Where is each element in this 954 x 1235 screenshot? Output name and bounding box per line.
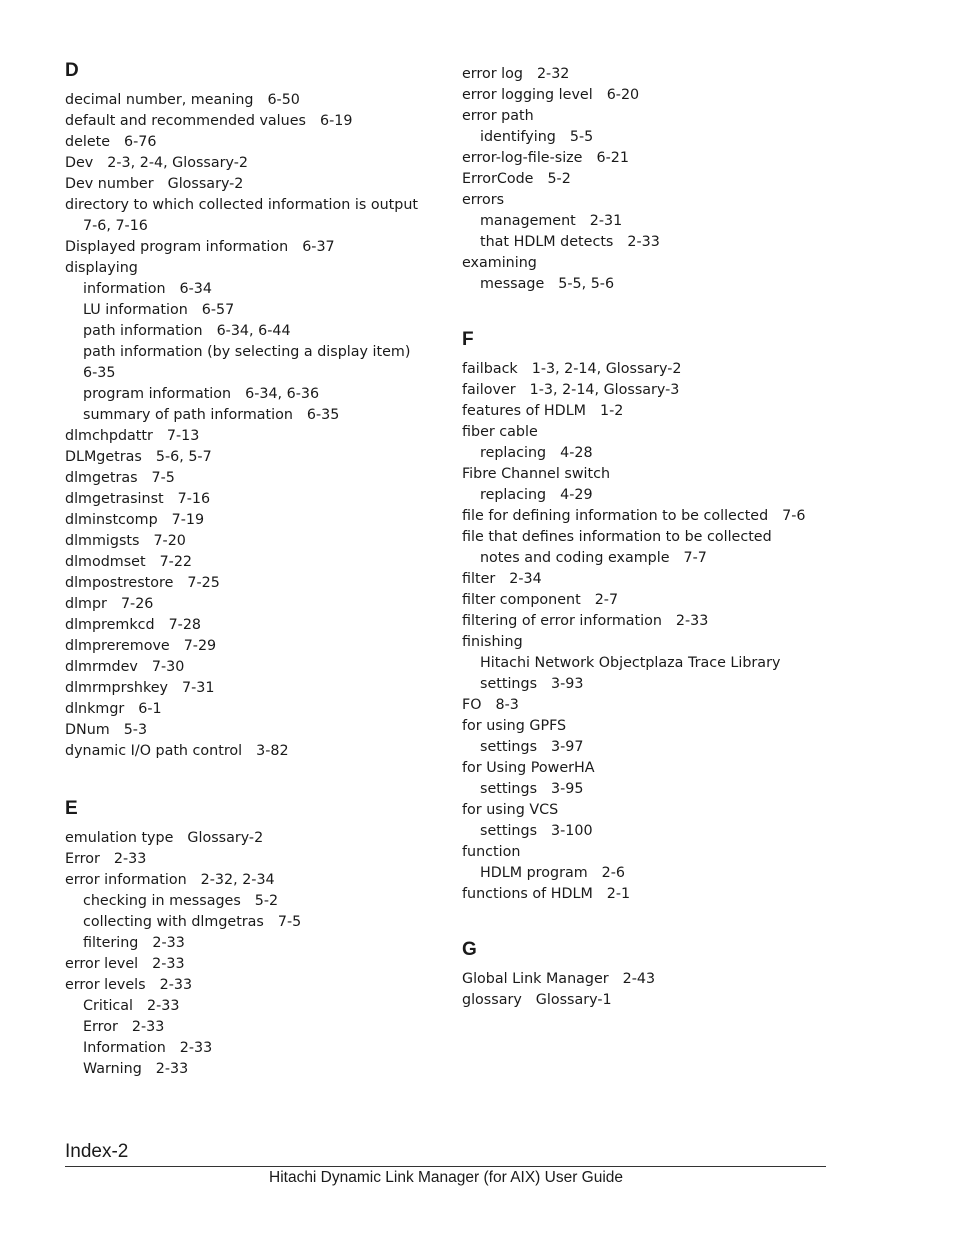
index-page-ref[interactable]: 6-35 bbox=[83, 365, 116, 381]
index-entry bbox=[65, 594, 435, 615]
index-term: error levels bbox=[65, 977, 146, 993]
footer-page-number: Index-2 bbox=[65, 1141, 129, 1162]
index-entry bbox=[65, 90, 435, 111]
index-term: filter component bbox=[462, 592, 581, 608]
index-entry bbox=[65, 237, 435, 258]
index-subentry bbox=[462, 232, 842, 253]
index-term: error logging level bbox=[462, 87, 593, 103]
index-page-ref[interactable]: 7-6, 7-16 bbox=[83, 218, 148, 234]
index-entry bbox=[462, 169, 842, 190]
index-entry bbox=[462, 85, 842, 106]
index-subentry bbox=[65, 933, 435, 954]
index-page-ref[interactable]: 6-37 bbox=[302, 239, 335, 255]
index-entry bbox=[65, 699, 435, 720]
index-entry bbox=[65, 531, 435, 552]
index-term: information bbox=[83, 281, 166, 297]
index-page-ref[interactable]: 7-28 bbox=[168, 617, 202, 633]
index-term: for using VCS bbox=[462, 802, 559, 818]
index-page-ref[interactable]: 6-1 bbox=[138, 701, 162, 717]
footer-divider bbox=[65, 1166, 826, 1167]
index-page-ref[interactable]: 3-100 bbox=[551, 823, 593, 839]
index-term: settings bbox=[480, 823, 538, 839]
index-subentry bbox=[65, 1059, 435, 1080]
index-entry bbox=[65, 153, 435, 174]
index-page-ref[interactable]: 2-32 bbox=[536, 66, 570, 82]
index-column-left bbox=[65, 56, 435, 1080]
index-entry bbox=[65, 615, 435, 636]
index-term: functions of HDLM bbox=[462, 886, 593, 902]
index-page-ref[interactable]: 2-33 bbox=[113, 851, 147, 867]
index-subentry bbox=[65, 1017, 435, 1038]
index-term: Global Link Manager bbox=[462, 971, 609, 987]
index-entry bbox=[462, 884, 842, 905]
index-page-ref[interactable]: 7-19 bbox=[171, 512, 205, 528]
index-subentry bbox=[462, 821, 842, 842]
index-page-ref[interactable]: 1-2 bbox=[600, 403, 624, 419]
index-page-ref[interactable]: 7-5 bbox=[277, 914, 302, 930]
index-subentry bbox=[462, 737, 842, 758]
index-entry bbox=[462, 106, 842, 127]
index-entry bbox=[462, 148, 842, 169]
index-entry bbox=[65, 195, 435, 216]
index-page-ref[interactable]: 7-31 bbox=[182, 680, 215, 696]
index-term: failback bbox=[462, 361, 518, 377]
index-subentry bbox=[462, 674, 842, 695]
index-term: Displayed program information bbox=[65, 239, 289, 255]
index-entry bbox=[462, 527, 842, 548]
index-entry bbox=[65, 111, 435, 132]
index-page-ref[interactable]: 2-33 bbox=[152, 935, 185, 951]
index-page-ref[interactable]: 3-97 bbox=[551, 739, 584, 755]
index-entry bbox=[462, 695, 842, 716]
index-page-ref[interactable]: 7-29 bbox=[183, 638, 217, 654]
index-subentry bbox=[462, 443, 842, 464]
index-page-ref[interactable]: 7-7 bbox=[683, 550, 707, 566]
index-term: dlmpremkcd bbox=[65, 617, 155, 633]
index-entry bbox=[462, 380, 842, 401]
index-term: identifying bbox=[480, 129, 556, 145]
index-page-ref[interactable]: 3-82 bbox=[256, 743, 289, 759]
index-page-ref[interactable]: 2-33 bbox=[179, 1040, 213, 1056]
index-term: displaying bbox=[65, 260, 138, 276]
index-entry bbox=[65, 510, 435, 531]
index-subentry bbox=[462, 485, 842, 506]
index-page-ref[interactable]: 2-33 bbox=[675, 613, 709, 629]
section-letter: E bbox=[65, 798, 78, 819]
index-term: ErrorCode bbox=[462, 171, 534, 187]
index-term: errors bbox=[462, 192, 505, 208]
index-entry bbox=[462, 590, 842, 611]
index-page-ref[interactable]: 6-35 bbox=[306, 407, 340, 423]
index-page-ref[interactable]: 6-21 bbox=[596, 150, 629, 166]
index-page-ref[interactable]: Glossary-2 bbox=[187, 830, 264, 846]
index-entry-continuation bbox=[65, 216, 435, 237]
index-entry bbox=[65, 657, 435, 678]
index-page-ref[interactable]: 3-95 bbox=[551, 781, 584, 797]
index-entry bbox=[65, 741, 435, 762]
index-term: Information bbox=[83, 1040, 166, 1056]
index-page-ref[interactable]: 2-33 bbox=[627, 234, 660, 250]
index-page-ref[interactable]: 2-33 bbox=[147, 998, 180, 1014]
index-page-ref[interactable]: 8-3 bbox=[495, 697, 519, 713]
index-entry bbox=[65, 132, 435, 153]
index-subentry bbox=[462, 548, 842, 569]
index-term: program information bbox=[83, 386, 232, 402]
index-page-ref[interactable]: 6-76 bbox=[124, 134, 157, 150]
index-entry bbox=[462, 464, 842, 485]
index-term: dlnkmgr bbox=[65, 701, 125, 717]
index-term: collecting with dlmgetras bbox=[83, 914, 264, 930]
index-subentry bbox=[462, 653, 842, 674]
index-page-ref[interactable]: 2-31 bbox=[589, 213, 623, 229]
index-term: Dev number bbox=[65, 176, 154, 192]
index-entry bbox=[65, 849, 435, 870]
index-subentry bbox=[65, 996, 435, 1017]
index-term: failover bbox=[462, 382, 516, 398]
index-term: Fibre Channel switch bbox=[462, 466, 611, 482]
section-gap bbox=[462, 295, 842, 325]
index-term: dlmpreremove bbox=[65, 638, 170, 654]
index-term: dlmchpdattr bbox=[65, 428, 153, 444]
index-term: error information bbox=[65, 872, 187, 888]
index-term: error level bbox=[65, 956, 139, 972]
index-entry bbox=[65, 426, 435, 447]
index-page-ref[interactable]: 7-30 bbox=[151, 659, 185, 675]
index-page-ref[interactable]: Glossary-2 bbox=[167, 176, 244, 192]
index-entry bbox=[65, 447, 435, 468]
index-page-ref[interactable]: 2-6 bbox=[601, 865, 625, 881]
section-letter: G bbox=[462, 939, 477, 960]
index-term: error log bbox=[462, 66, 523, 82]
index-page-ref[interactable]: 2-33 bbox=[152, 956, 185, 972]
index-term: filtering bbox=[83, 935, 139, 951]
index-term: DNum bbox=[65, 722, 110, 738]
index-entry bbox=[462, 64, 842, 85]
index-term: dlmgetras bbox=[65, 470, 138, 486]
index-page-ref[interactable]: 2-33 bbox=[159, 977, 193, 993]
index-page-ref[interactable]: 3-93 bbox=[551, 676, 584, 692]
index-page-ref[interactable]: 6-57 bbox=[201, 302, 235, 318]
index-term: dlmpostrestore bbox=[65, 575, 174, 591]
index-subentry bbox=[462, 127, 842, 148]
index-term: replacing bbox=[480, 445, 547, 461]
index-term: Error bbox=[65, 851, 100, 867]
index-term: filtering of error information bbox=[462, 613, 662, 629]
index-page-ref[interactable]: 6-34, 6-36 bbox=[245, 386, 320, 402]
index-page-ref[interactable]: 5-5 bbox=[569, 129, 594, 145]
index-entry bbox=[65, 828, 435, 849]
index-page-ref[interactable]: 2-43 bbox=[622, 971, 656, 987]
index-page-ref[interactable]: 7-22 bbox=[159, 554, 193, 570]
index-subentry bbox=[65, 321, 435, 342]
index-subentry bbox=[65, 405, 435, 426]
index-term: settings bbox=[480, 676, 538, 692]
index-entry bbox=[65, 678, 435, 699]
index-page-ref[interactable]: 4-29 bbox=[560, 487, 593, 503]
index-entry bbox=[65, 174, 435, 195]
index-page-ref[interactable]: 6-34, 6-44 bbox=[216, 323, 291, 339]
index-page-ref[interactable]: 7-6 bbox=[782, 508, 806, 524]
index-page-ref[interactable]: 2-7 bbox=[594, 592, 619, 608]
index-subentry bbox=[65, 891, 435, 912]
index-entry bbox=[65, 489, 435, 510]
index-subentry bbox=[462, 779, 842, 800]
index-term: delete bbox=[65, 134, 111, 150]
index-term: dlmodmset bbox=[65, 554, 146, 570]
index-term: dlmgetrasinst bbox=[65, 491, 164, 507]
index-page-ref[interactable]: 2-33 bbox=[131, 1019, 165, 1035]
index-term: for using GPFS bbox=[462, 718, 567, 734]
index-term: dlmrmdev bbox=[65, 659, 138, 675]
index-term: Hitachi Network Objectplaza Trace Library bbox=[480, 655, 781, 671]
section-letter: F bbox=[462, 329, 474, 350]
index-term: glossary bbox=[462, 992, 522, 1008]
index-term: decimal number, meaning bbox=[65, 92, 254, 108]
index-entry bbox=[65, 552, 435, 573]
index-entry bbox=[462, 990, 842, 1011]
index-entry bbox=[65, 975, 435, 996]
section-letter: D bbox=[65, 60, 79, 81]
index-page-ref[interactable]: 6-20 bbox=[606, 87, 640, 103]
index-term: notes and coding example bbox=[480, 550, 670, 566]
index-term: path information bbox=[83, 323, 203, 339]
index-page-ref[interactable]: 2-33 bbox=[155, 1061, 189, 1077]
index-entry bbox=[462, 253, 842, 274]
index-page-ref[interactable]: 7-20 bbox=[153, 533, 186, 549]
index-entry bbox=[65, 468, 435, 489]
index-term: function bbox=[462, 844, 521, 860]
index-term: finishing bbox=[462, 634, 523, 650]
index-subentry bbox=[65, 912, 435, 933]
index-subentry bbox=[65, 279, 435, 300]
index-term: emulation type bbox=[65, 830, 174, 846]
index-term: checking in messages bbox=[83, 893, 241, 909]
index-page-ref[interactable]: 7-5 bbox=[151, 470, 175, 486]
index-page-ref[interactable]: 5-2 bbox=[254, 893, 279, 909]
index-term: dlmmigsts bbox=[65, 533, 140, 549]
index-term: dlminstcomp bbox=[65, 512, 158, 528]
index-term: Error bbox=[83, 1019, 118, 1035]
index-entry bbox=[462, 800, 842, 821]
index-entry bbox=[462, 969, 842, 990]
index-term: dlmpr bbox=[65, 596, 107, 612]
index-term: default and recommended values bbox=[65, 113, 306, 129]
index-subentry bbox=[462, 863, 842, 884]
section-gap bbox=[65, 762, 435, 794]
index-term: dlmrmprshkey bbox=[65, 680, 169, 696]
index-entry bbox=[462, 422, 842, 443]
index-subentry bbox=[462, 274, 842, 295]
index-entry-continuation bbox=[65, 363, 435, 384]
index-page-ref[interactable]: 7-16 bbox=[177, 491, 211, 507]
index-entry bbox=[462, 506, 842, 527]
section-gap bbox=[462, 905, 842, 935]
index-term: path information (by selecting a display item) bbox=[83, 344, 411, 360]
index-term: summary of path information bbox=[83, 407, 293, 423]
index-term: for Using PowerHA bbox=[462, 760, 595, 776]
index-page-ref[interactable]: 5-2 bbox=[547, 171, 571, 187]
index-page-ref[interactable]: 7-25 bbox=[187, 575, 220, 591]
index-term: file that defines information to be collected bbox=[462, 529, 772, 545]
index-subentry bbox=[65, 300, 435, 321]
index-entry bbox=[462, 359, 842, 380]
index-entry bbox=[65, 870, 435, 891]
index-subentry bbox=[65, 1038, 435, 1059]
index-entry bbox=[65, 954, 435, 975]
index-page-ref[interactable]: 2-32, 2-34 bbox=[200, 872, 275, 888]
index-term: replacing bbox=[480, 487, 547, 503]
index-entry bbox=[65, 573, 435, 594]
index-subentry bbox=[65, 384, 435, 405]
index-term: message bbox=[480, 276, 545, 292]
index-term: FO bbox=[462, 697, 482, 713]
index-entry bbox=[462, 758, 842, 779]
footer-book-title: Hitachi Dynamic Link Manager (for AIX) User Guide bbox=[269, 1169, 624, 1186]
index-term: LU information bbox=[83, 302, 188, 318]
index-page-ref[interactable]: 2-34 bbox=[509, 571, 542, 587]
index-term: that HDLM detects bbox=[480, 234, 614, 250]
index-term: settings bbox=[480, 739, 538, 755]
index-column-right bbox=[462, 64, 842, 1011]
index-page-ref[interactable]: 6-34 bbox=[179, 281, 212, 297]
index-term: dynamic I/O path control bbox=[65, 743, 243, 759]
index-page-ref[interactable]: 5-3 bbox=[123, 722, 148, 738]
index-subentry bbox=[65, 342, 435, 363]
index-entry bbox=[65, 720, 435, 741]
index-page-ref[interactable]: 4-28 bbox=[560, 445, 593, 461]
index-page-ref[interactable]: 5-6, 5-7 bbox=[155, 449, 212, 465]
index-subentry bbox=[462, 211, 842, 232]
index-entry bbox=[462, 611, 842, 632]
index-term: Critical bbox=[83, 998, 134, 1014]
index-term: HDLM program bbox=[480, 865, 588, 881]
index-page-ref[interactable]: 1-3, 2-14, Glossary-2 bbox=[531, 361, 682, 377]
index-page-ref[interactable]: 5-5, 5-6 bbox=[558, 276, 615, 292]
index-term: error-log-file-size bbox=[462, 150, 583, 166]
index-entry bbox=[462, 569, 842, 590]
index-term: DLMgetras bbox=[65, 449, 142, 465]
index-page-ref[interactable]: 7-26 bbox=[120, 596, 154, 612]
index-page-ref[interactable]: Glossary-1 bbox=[535, 992, 612, 1008]
index-term: settings bbox=[480, 781, 538, 797]
index-page-ref[interactable]: 6-50 bbox=[267, 92, 300, 108]
index-term: error path bbox=[462, 108, 534, 124]
index-entry bbox=[462, 190, 842, 211]
index-page-ref[interactable]: 1-3, 2-14, Glossary-3 bbox=[529, 382, 680, 398]
index-term: fiber cable bbox=[462, 424, 538, 440]
index-term: Warning bbox=[83, 1061, 142, 1077]
index-entry bbox=[65, 636, 435, 657]
index-entry bbox=[462, 401, 842, 422]
index-page-ref[interactable]: 6-19 bbox=[319, 113, 353, 129]
index-entry bbox=[462, 842, 842, 863]
index-term: directory to which collected information is output bbox=[65, 197, 419, 213]
index-term: management bbox=[480, 213, 576, 229]
index-term: Dev bbox=[65, 155, 94, 171]
index-term: examining bbox=[462, 255, 537, 271]
index-term: file for defining information to be collected bbox=[462, 508, 769, 524]
index-entry bbox=[462, 632, 842, 653]
index-page-ref[interactable]: 7-13 bbox=[166, 428, 200, 444]
index-term: filter bbox=[462, 571, 496, 587]
index-entry bbox=[462, 716, 842, 737]
index-page-ref[interactable]: 2-1 bbox=[606, 886, 631, 902]
index-entry bbox=[65, 258, 435, 279]
index-page-ref[interactable]: 2-3, 2-4, Glossary-2 bbox=[107, 155, 248, 171]
index-term: features of HDLM bbox=[462, 403, 586, 419]
